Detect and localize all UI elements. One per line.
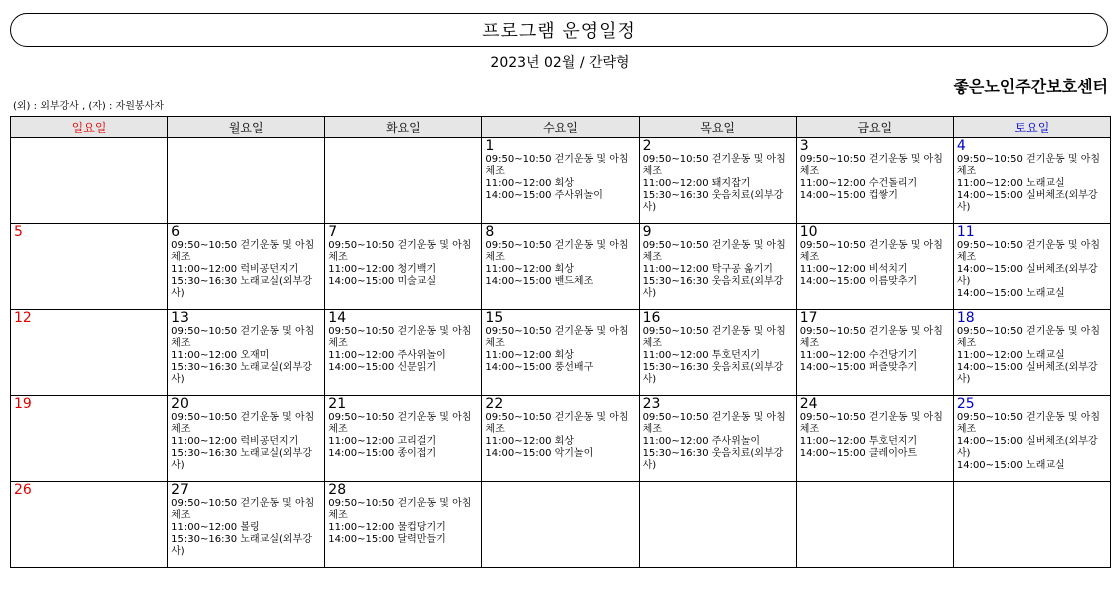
day-number: 16: [642, 310, 661, 326]
day-cell: [953, 482, 1110, 568]
day-cell: [168, 224, 325, 310]
weekday-thursday: 목요일: [639, 117, 796, 138]
day-number: 3: [799, 138, 809, 154]
day-cell: [325, 396, 482, 482]
activity-entry: 09:50~10:50 걷기운동 및 아침체조: [799, 412, 943, 435]
activity-entry: 09:50~10:50 걷기운동 및 아침체조: [642, 154, 786, 177]
activity-entry: 11:00~12:00 수건당기기: [799, 350, 918, 361]
day-number: 26: [14, 482, 32, 498]
calendar-body: [11, 138, 1111, 568]
activity-entry: 09:50~10:50 걷기운동 및 아침체조: [485, 326, 629, 349]
activity-entry: 09:50~10:50 걷기운동 및 아침체조: [642, 412, 786, 435]
activity-entry: 09:50~10:50 걷기운동 및 아침체조: [956, 240, 1101, 263]
day-cell: [796, 138, 953, 224]
activity-entry: 11:00~12:00 럭비공던지기: [171, 264, 299, 275]
activity-entry: 09:50~10:50 걷기운동 및 아침체조: [328, 412, 472, 435]
day-cell: [11, 310, 168, 396]
day-cell: [796, 310, 953, 396]
day-cell: [168, 482, 325, 568]
day-cell: [482, 224, 639, 310]
activity-entry: 11:00~12:00 노래교실: [956, 350, 1065, 361]
activity-entry: 09:50~10:50 걷기운동 및 아침체조: [799, 326, 943, 349]
activity-entry: 14:00~15:00 미술교실: [328, 276, 437, 287]
day-cell: [639, 310, 796, 396]
activity-entry: 15:30~16:30 웃음치료(외부강사): [642, 448, 784, 471]
activity-entry: 09:50~10:50 걷기운동 및 아침체조: [485, 154, 629, 177]
activity-entry: 11:00~12:00 주사위놀이: [328, 350, 446, 361]
calendar-table: [10, 116, 1111, 568]
day-number: 8: [485, 224, 495, 240]
day-cell: [325, 482, 482, 568]
activity-entry: 14:00~15:00 노래교실: [956, 288, 1065, 299]
day-number: 12: [14, 310, 32, 326]
activity-entry: 14:00~15:00 노래교실: [956, 460, 1065, 471]
day-number: 11: [956, 224, 975, 240]
activity-entry: 11:00~12:00 회상: [485, 436, 574, 447]
day-cell: [639, 482, 796, 568]
activity-entry: 11:00~12:00 수건돌리기: [799, 178, 918, 189]
activity-entry: 09:50~10:50 걷기운동 및 아침체조: [328, 240, 472, 263]
day-number: 17: [799, 310, 818, 326]
activity-entry: 09:50~10:50 걷기운동 및 아침체조: [171, 326, 315, 349]
activity-entry: 15:30~16:30 노래교실(외부강사): [171, 362, 312, 385]
day-cell: [482, 396, 639, 482]
day-number: 20: [171, 396, 189, 412]
page-title: [10, 13, 1108, 47]
day-cell: [325, 224, 482, 310]
activity-entry: 11:00~12:00 투호던지기: [799, 436, 918, 447]
activity-entry: 11:00~12:00 주사위놀이: [642, 436, 761, 447]
subtitle: 2023년 02월 / 간략형: [490, 55, 630, 71]
activity-entry: 09:50~10:50 걷기운동 및 아침체조: [171, 498, 315, 521]
day-cell: [11, 224, 168, 310]
activity-entry: 11:00~12:00 회상: [485, 264, 574, 275]
day-number: 4: [956, 138, 966, 154]
activity-entry: 14:00~15:00 컵쌓기: [799, 190, 898, 201]
activity-entry: 09:50~10:50 걷기운동 및 아침체조: [328, 326, 472, 349]
activity-entry: 15:30~16:30 웃음치료(외부강사): [642, 276, 784, 299]
activity-entry: 09:50~10:50 걷기운동 및 아침체조: [485, 240, 629, 263]
activity-entry: 15:30~16:30 웃음치료(외부강사): [642, 362, 784, 385]
activity-entry: 11:00~12:00 회상: [485, 350, 574, 361]
day-cell: [639, 224, 796, 310]
activity-entry: 14:00~15:00 악기놀이: [485, 448, 594, 459]
activity-entry: 14:00~15:00 실버체조(외부강사): [956, 436, 1098, 459]
legend: (외) : 외부강사 , (자) : 자원봉사자: [13, 101, 164, 112]
day-number: 5: [14, 224, 23, 240]
activity-entry: 14:00~15:00 실버체조(외부강사): [956, 362, 1098, 385]
activity-entry: 11:00~12:00 고리걸기: [328, 436, 437, 447]
day-cell: [325, 310, 482, 396]
activity-entry: 11:00~12:00 청기백기: [328, 264, 437, 275]
activity-entry: 09:50~10:50 걷기운동 및 아침체조: [799, 240, 943, 263]
activity-entry: 11:00~12:00 회상: [485, 178, 574, 189]
activity-entry: 14:00~15:00 신문읽기: [328, 362, 437, 373]
day-cell: [168, 138, 325, 224]
activity-entry: 11:00~12:00 돼지잡기: [642, 178, 751, 189]
activity-entry: 11:00~12:00 노래교실: [956, 178, 1065, 189]
day-number: 1: [485, 138, 495, 154]
activity-entry: 09:50~10:50 걷기운동 및 아침체조: [171, 240, 315, 263]
day-number: 23: [642, 396, 661, 412]
activity-entry: 09:50~10:50 걷기운동 및 아침체조: [799, 154, 943, 177]
activity-entry: 09:50~10:50 걷기운동 및 아침체조: [956, 154, 1101, 177]
day-cell: [953, 310, 1110, 396]
day-cell: [482, 482, 639, 568]
week-row: [11, 138, 1111, 224]
weekday-tuesday: 화요일: [325, 117, 482, 138]
week-row: [11, 224, 1111, 310]
day-number: 24: [799, 396, 818, 412]
day-number: 28: [328, 482, 347, 498]
activity-entry: 14:00~15:00 주사위놀이: [485, 190, 603, 201]
title-text: 프로그램 운영일정: [482, 21, 636, 42]
weekday-wednesday: 수요일: [482, 117, 639, 138]
day-number: 21: [328, 396, 347, 412]
day-number: 7: [328, 224, 338, 240]
activity-entry: 11:00~12:00 볼링: [171, 522, 260, 533]
activity-entry: 09:50~10:50 걷기운동 및 아침체조: [642, 326, 786, 349]
weekday-monday: 월요일: [168, 117, 325, 138]
weekday-friday: 금요일: [796, 117, 953, 138]
activity-entry: 11:00~12:00 럭비공던지기: [171, 436, 299, 447]
day-cell: [168, 396, 325, 482]
activity-entry: 09:50~10:50 걷기운동 및 아침체조: [956, 412, 1101, 435]
activity-entry: 14:00~15:00 퍼즐맞추기: [799, 362, 918, 373]
day-cell: [11, 138, 168, 224]
activity-entry: 09:50~10:50 걷기운동 및 아침체조: [485, 412, 629, 435]
activity-entry: 09:50~10:50 걷기운동 및 아침체조: [642, 240, 786, 263]
day-number: 22: [485, 396, 504, 412]
day-cell: [325, 138, 482, 224]
activity-entry: 11:00~12:00 탁구공 옮기기: [642, 264, 773, 275]
activity-entry: 15:30~16:30 노래교실(외부강사): [171, 276, 312, 299]
day-cell: [796, 396, 953, 482]
weekday-saturday: 토요일: [953, 117, 1110, 138]
day-number: 13: [171, 310, 189, 326]
day-number: 14: [328, 310, 347, 326]
week-row: [11, 396, 1111, 482]
day-number: 9: [642, 224, 652, 240]
day-cell: [953, 396, 1110, 482]
activity-entry: 15:30~16:30 노래교실(외부강사): [171, 534, 312, 557]
activity-entry: 14:00~15:00 실버체조(외부강사): [956, 190, 1098, 213]
day-number: 19: [14, 396, 32, 412]
activity-entry: 11:00~12:00 물컵당기기: [328, 522, 446, 533]
activity-entry: 14:00~15:00 실버체조(외부강사): [956, 264, 1098, 287]
day-cell: [639, 396, 796, 482]
activity-entry: 11:00~12:00 투호던지기: [642, 350, 761, 361]
day-cell: [11, 396, 168, 482]
activity-entry: 11:00~12:00 오재미: [171, 350, 270, 361]
day-number: 2: [642, 138, 652, 154]
center-name: 좋은노인주간보호센터: [953, 77, 1108, 96]
activity-entry: 14:00~15:00 클레이아트: [799, 448, 918, 459]
day-cell: [796, 224, 953, 310]
activity-entry: 14:00~15:00 밴드체조: [485, 276, 594, 287]
weekday-sunday: 일요일: [11, 117, 168, 138]
day-number: 10: [799, 224, 818, 240]
day-cell: [953, 138, 1110, 224]
day-number: 27: [171, 482, 189, 498]
day-number: 15: [485, 310, 504, 326]
day-cell: [168, 310, 325, 396]
activity-entry: 11:00~12:00 비석치기: [799, 264, 908, 275]
activity-entry: 14:00~15:00 종이접기: [328, 448, 437, 459]
activity-entry: 15:30~16:30 노래교실(외부강사): [171, 448, 312, 471]
day-cell: [11, 482, 168, 568]
day-cell: [482, 310, 639, 396]
week-row: [11, 310, 1111, 396]
day-cell: [796, 482, 953, 568]
activity-entry: 14:00~15:00 풍선배구: [485, 362, 594, 373]
activity-entry: 09:50~10:50 걷기운동 및 아침체조: [328, 498, 472, 521]
day-cell: [639, 138, 796, 224]
weekday-header-row: [11, 117, 1111, 138]
activity-entry: 14:00~15:00 달력만들기: [328, 534, 446, 545]
day-number: 18: [956, 310, 975, 326]
activity-entry: 14:00~15:00 이름맞추기: [799, 276, 918, 287]
week-row: [11, 482, 1111, 568]
day-cell: [482, 138, 639, 224]
activity-entry: 09:50~10:50 걷기운동 및 아침체조: [956, 326, 1101, 349]
activity-entry: 09:50~10:50 걷기운동 및 아침체조: [171, 412, 315, 435]
day-number: 6: [171, 224, 181, 240]
day-cell: [953, 224, 1110, 310]
day-number: 25: [956, 396, 975, 412]
activity-entry: 15:30~16:30 웃음치료(외부강사): [642, 190, 784, 213]
